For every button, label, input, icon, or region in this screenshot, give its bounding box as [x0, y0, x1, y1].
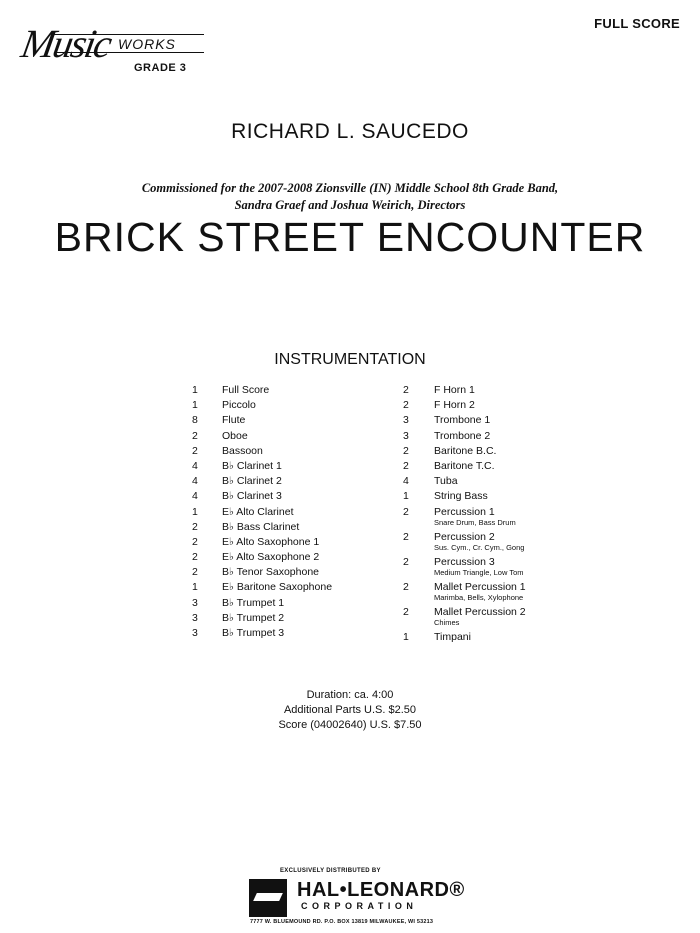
instrument-qty: 2	[192, 566, 198, 579]
instrument-qty: 2	[192, 429, 198, 442]
instrument-name: Oboe	[222, 429, 248, 442]
instrument-qty: 2	[403, 444, 409, 457]
instrument-name: E♭ Alto Saxophone 2	[222, 551, 320, 564]
instrument-detail: Medium Triangle, Low Tom	[434, 567, 524, 577]
instrument-name: Bassoon	[222, 444, 263, 457]
instrument-qty: 2	[403, 399, 409, 412]
instrument-name: Percussion 3	[434, 555, 495, 568]
instrument-qty: 4	[403, 475, 409, 488]
commission-line-2: Sandra Graef and Joshua Weirich, Directors	[234, 198, 466, 212]
instrument-qty: 4	[192, 459, 198, 472]
instrument-qty: 2	[192, 551, 198, 564]
instrument-detail: Snare Drum, Bass Drum	[434, 517, 516, 527]
instrument-qty: 2	[192, 520, 198, 533]
instrument-qty: 2	[403, 555, 409, 568]
instrument-name: Timpani	[434, 630, 471, 643]
instrument-name: B♭ Trumpet 3	[222, 627, 285, 639]
instrument-name: Mallet Percussion 1	[434, 580, 526, 593]
instrument-qty: 1	[192, 399, 198, 412]
hal-leonard-logo	[249, 879, 465, 919]
instrument-qty: 3	[192, 627, 198, 639]
commission-line-1: Commissioned for the 2007-2008 Zionsville (IN) Middle School 8th Grade Band,	[141, 181, 559, 195]
instrument-qty: 2	[403, 580, 409, 593]
instrument-name: B♭ Clarinet 2	[222, 475, 282, 488]
instrument-name: Baritone T.C.	[434, 459, 495, 472]
instrument-qty: 3	[192, 611, 198, 624]
instrument-name: Trombone 1	[434, 414, 491, 427]
instrument-qty: 2	[403, 605, 409, 618]
instrument-name: F Horn 1	[434, 384, 475, 396]
instrument-name: E♭ Alto Clarinet	[222, 505, 294, 518]
instrument-qty: 8	[192, 414, 198, 427]
publisher-address: 7777 W. BLUEMOUND RD. P.O. BOX 13819 MILWAUKEE, WI 53213	[250, 919, 434, 925]
logo-works-text: WORKS	[118, 36, 176, 52]
instrument-qty: 2	[403, 384, 409, 396]
score-type-label: FULL SCORE	[594, 16, 680, 31]
instrument-qty: 1	[192, 581, 198, 594]
instrument-name: B♭ Clarinet 3	[222, 490, 282, 503]
instrument-name: Flute	[222, 414, 246, 427]
instrument-name: E♭ Alto Saxophone 1	[222, 535, 320, 548]
instrument-name: B♭ Bass Clarinet	[222, 520, 300, 533]
instrument-name: B♭ Tenor Saxophone	[222, 566, 319, 579]
instrument-name: Percussion 2	[434, 530, 495, 543]
publisher-name: HAL•LEONARD®	[297, 879, 465, 901]
grade-label: GRADE 3	[134, 62, 187, 74]
instrument-qty: 4	[192, 475, 198, 488]
instrument-qty: 1	[403, 490, 409, 503]
instrument-qty: 3	[192, 596, 198, 609]
instrument-qty: 2	[192, 444, 198, 457]
instrument-name: Percussion 1	[434, 505, 495, 518]
instrumentation-heading: INSTRUMENTATION	[274, 351, 426, 368]
instrument-name: E♭ Baritone Saxophone	[222, 581, 333, 594]
instrument-qty: 2	[403, 459, 409, 472]
instrument-name: B♭ Trumpet 2	[222, 611, 285, 624]
instrument-name: F Horn 2	[434, 399, 475, 412]
instrument-qty: 2	[403, 505, 409, 518]
instrument-detail: Chimes	[434, 617, 460, 627]
instrument-name: B♭ Clarinet 1	[222, 459, 282, 472]
additional-parts-price: Additional Parts U.S. $2.50	[283, 704, 417, 716]
instrument-name: Piccolo	[222, 399, 256, 412]
instrument-qty: 3	[403, 414, 409, 427]
duration-text: Duration: ca. 4:00	[306, 689, 394, 701]
publisher-corporation: CORPORATION	[301, 901, 418, 911]
instrument-qty: 2	[403, 530, 409, 543]
distributed-by-label: EXCLUSIVELY DISTRIBUTED BY	[280, 868, 381, 874]
composer-name: RICHARD L. SAUCEDO	[231, 120, 469, 143]
score-price: Score (04002640) U.S. $7.50	[278, 719, 422, 731]
instrument-name: Trombone 2	[434, 429, 491, 442]
instrument-detail: Marimba, Bells, Xylophone	[434, 592, 524, 602]
hal-leonard-mark-icon	[249, 879, 287, 917]
instrument-name: Tuba	[434, 475, 458, 488]
instrument-qty: 1	[192, 384, 198, 396]
instrument-qty: 1	[192, 505, 198, 518]
instrument-detail: Sus. Cym., Cr. Cym., Gong	[434, 542, 525, 552]
instrument-name: Full Score	[222, 384, 270, 396]
piece-title: BRICK STREET ENCOUNTER	[54, 214, 646, 260]
instrument-qty: 3	[403, 429, 409, 442]
instrument-qty: 2	[192, 535, 198, 548]
instrument-qty: 4	[192, 490, 198, 503]
instrument-qty: 1	[403, 630, 409, 643]
instrument-name: B♭ Trumpet 1	[222, 596, 285, 609]
instrument-name: Baritone B.C.	[434, 444, 497, 457]
instrument-name: String Bass	[434, 490, 488, 503]
logo-script-text: Music	[18, 21, 114, 66]
instrument-name: Mallet Percussion 2	[434, 605, 526, 618]
